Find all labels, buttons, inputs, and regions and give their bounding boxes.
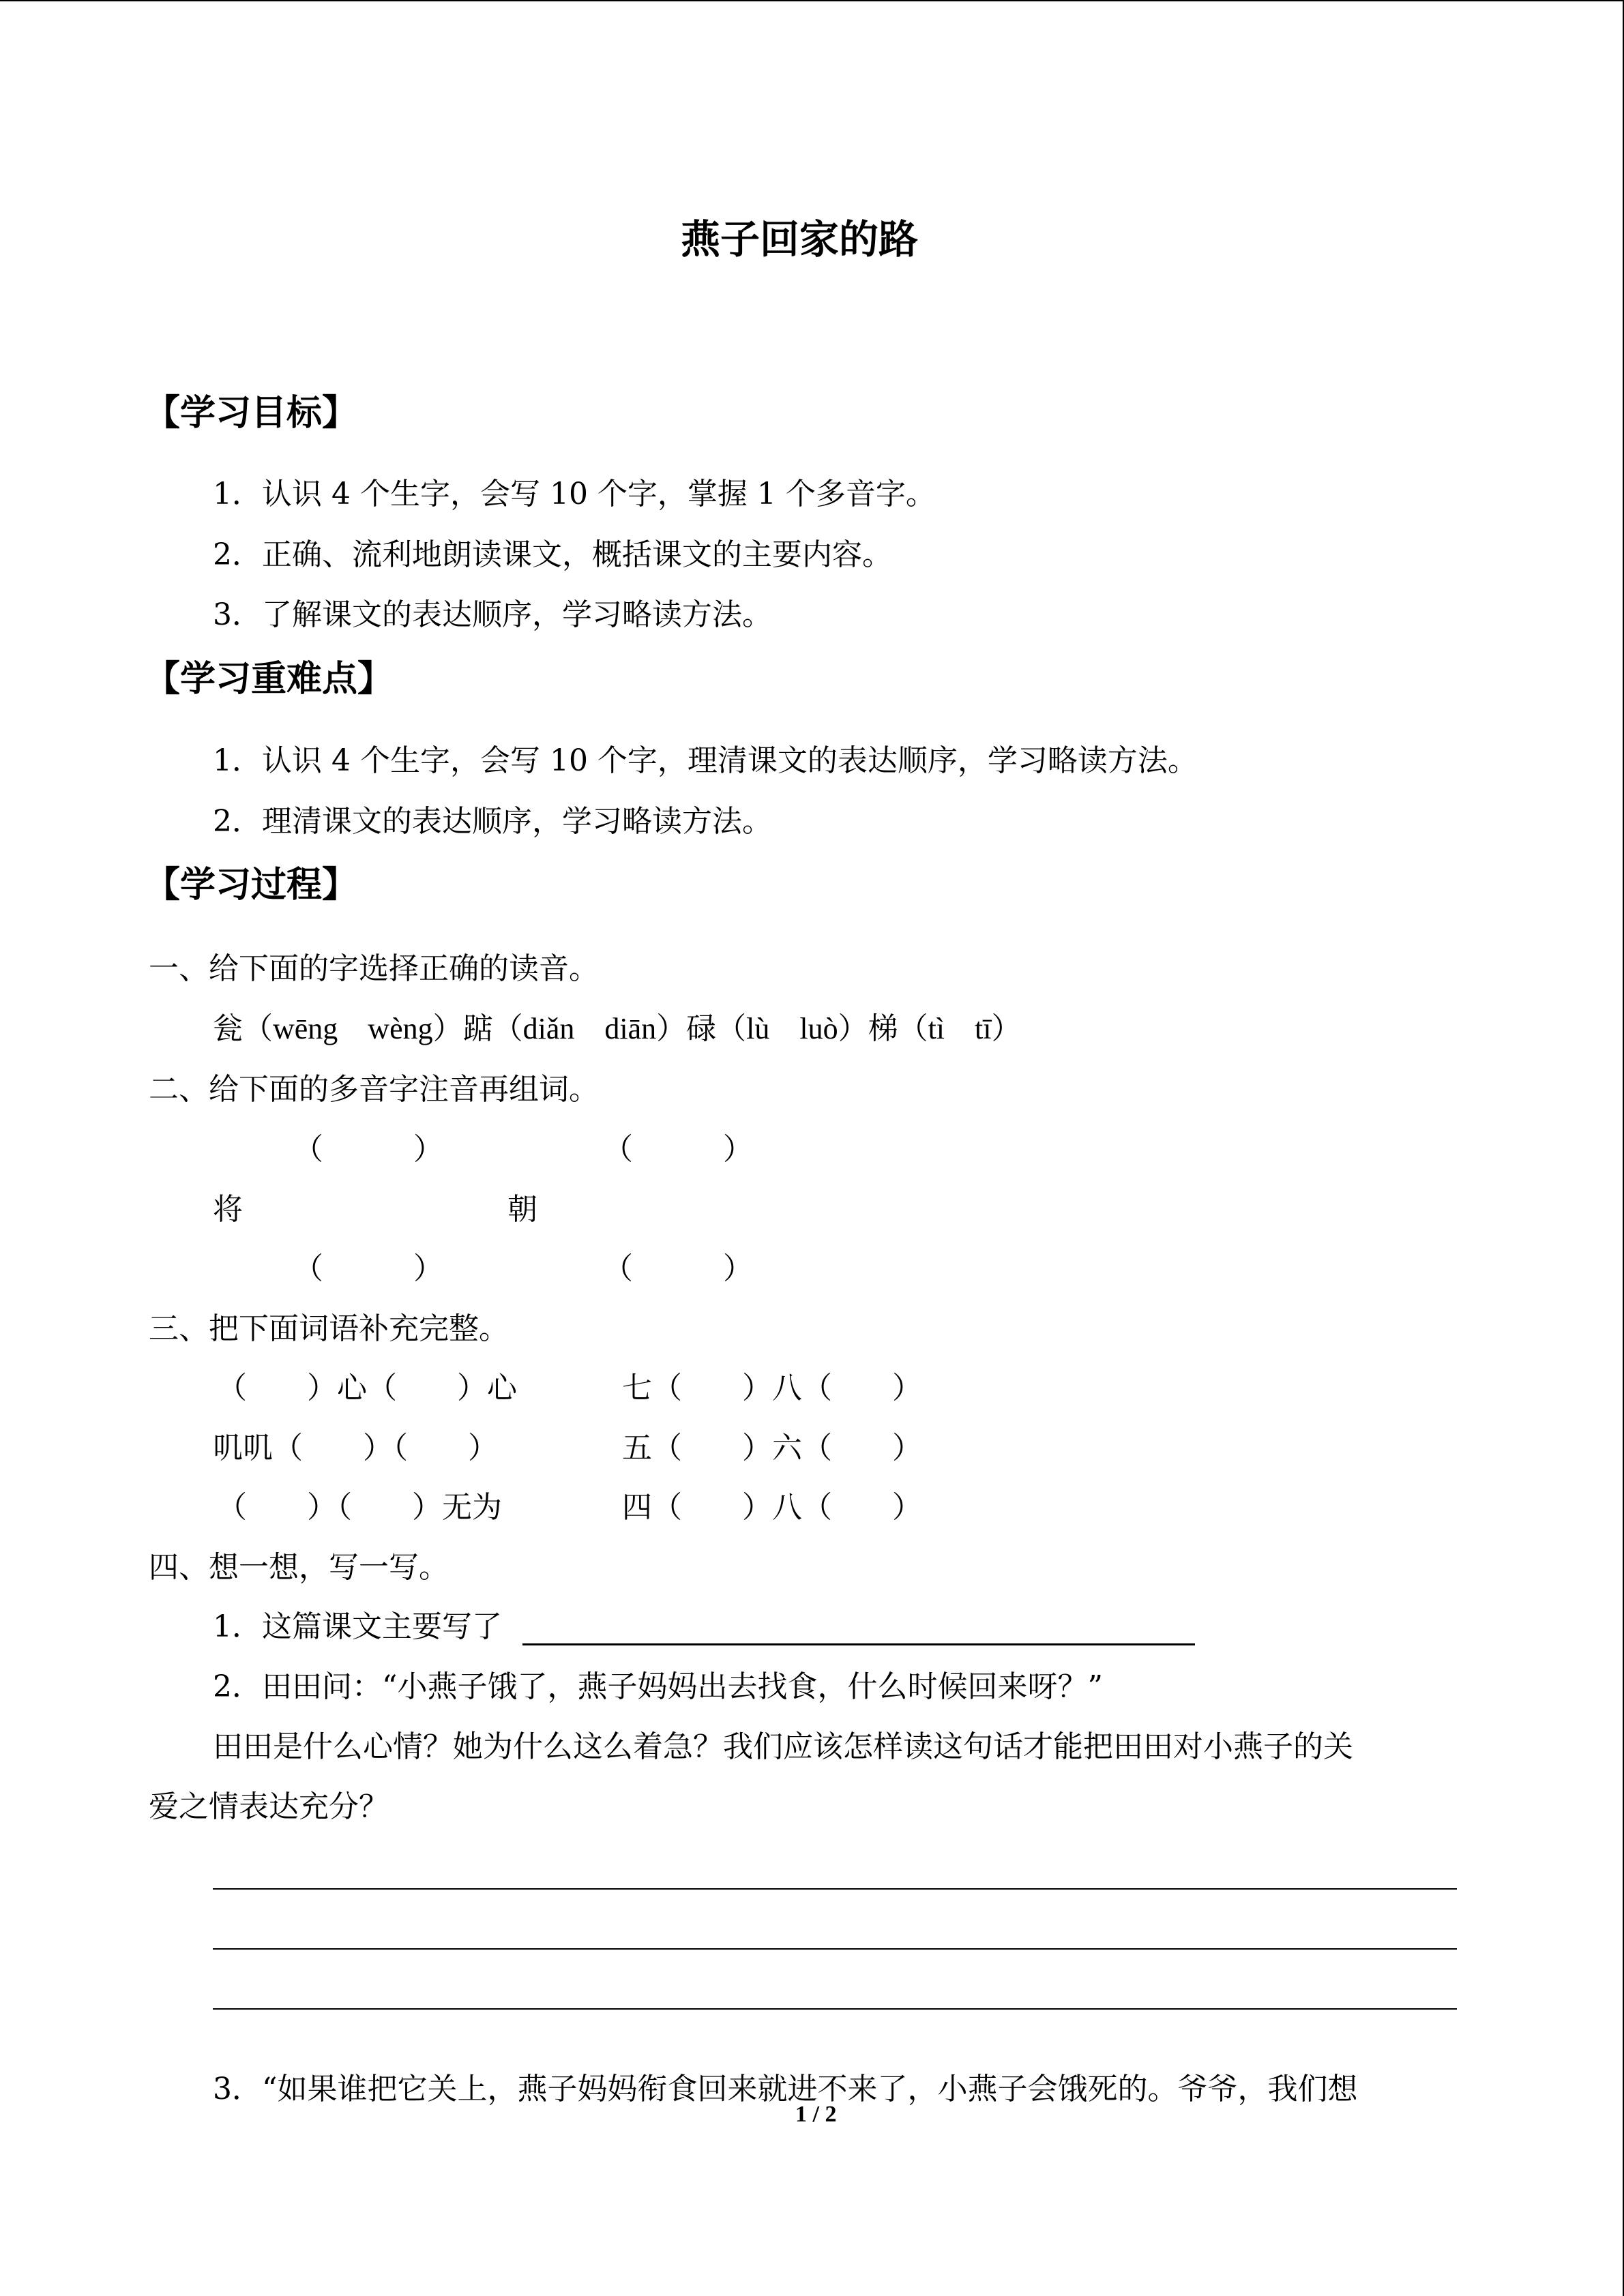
polyphonic-char-chao: 朝 <box>507 1192 537 1227</box>
key-point-item: 2．理清课文的表达顺序，学习略读方法。 <box>213 804 772 839</box>
answer-writing-line[interactable] <box>213 1888 1457 1890</box>
answer-paren[interactable]: （ ） <box>293 1251 443 1286</box>
section-heading-key-points: 【学习重难点】 <box>145 659 394 700</box>
goal-item: 3．了解课文的表达顺序，学习略读方法。 <box>213 597 772 632</box>
page-number: 1 / 2 <box>795 2102 837 2127</box>
question-1-pinyin-line: 瓮（wēng wèng）踮（diǎn diān）碌（lù luò）梯（tì tī） <box>213 1012 1022 1045</box>
idiom-fill-left[interactable]: （ ）（ ）无为 <box>217 1490 502 1525</box>
answer-writing-line[interactable] <box>213 1948 1457 1950</box>
answer-paren[interactable]: （ ） <box>603 1251 753 1286</box>
idiom-fill-right[interactable]: 七（ ）八（ ） <box>622 1371 922 1405</box>
idiom-fill-left[interactable]: 叽叽（ ）（ ） <box>213 1431 498 1465</box>
question-4-item-2: 2．田田问：“小燕子饿了，燕子妈妈出去找食，什么时候回来呀？” <box>213 1669 1103 1704</box>
answer-paren[interactable]: （ ） <box>293 1132 443 1167</box>
polyphonic-char-jiang: 将 <box>213 1192 243 1227</box>
key-point-item: 1．认识 4 个生字，会写 10 个字，理清课文的表达顺序，学习略读方法。 <box>213 743 1198 778</box>
question-4-item-2-prompt: 田田是什么心情？她为什么这么着急？我们应该怎样读这句话才能把田田对小燕子的关 <box>213 1729 1353 1764</box>
question-4-heading: 四、想一想，写一写。 <box>149 1550 449 1585</box>
question-4-item-1: 1．这篇课文主要写了 <box>213 1609 502 1644</box>
idiom-fill-right[interactable]: 四（ ）八（ ） <box>622 1490 922 1525</box>
question-1-heading: 一、给下面的字选择正确的读音。 <box>149 951 599 986</box>
answer-writing-line[interactable] <box>213 2008 1457 2010</box>
question-2-heading: 二、给下面的多音字注音再组词。 <box>149 1072 599 1107</box>
page-title: 燕子回家的路 <box>681 216 919 263</box>
question-4-item-2-prompt-cont: 爱之情表达充分？ <box>149 1789 389 1824</box>
answer-blank-line[interactable] <box>522 1643 1195 1645</box>
goal-item: 1．认识 4 个生字，会写 10 个字，掌握 1 个多音字。 <box>213 477 936 511</box>
idiom-fill-left[interactable]: （ ）心（ ）心 <box>217 1371 517 1405</box>
idiom-fill-right[interactable]: 五（ ）六（ ） <box>622 1431 922 1465</box>
answer-paren[interactable]: （ ） <box>603 1132 753 1167</box>
section-heading-process: 【学习过程】 <box>145 865 358 906</box>
question-4-item-3: 3．“如果谁把它关上，燕子妈妈衔食回来就进不来了，小燕子会饿死的。爷爷，我们想 <box>213 2072 1358 2106</box>
goal-item: 2．正确、流利地朗读课文，概括课文的主要内容。 <box>213 537 892 572</box>
question-3-heading: 三、把下面词语补充完整。 <box>149 1311 509 1346</box>
section-heading-goals: 【学习目标】 <box>145 393 358 434</box>
